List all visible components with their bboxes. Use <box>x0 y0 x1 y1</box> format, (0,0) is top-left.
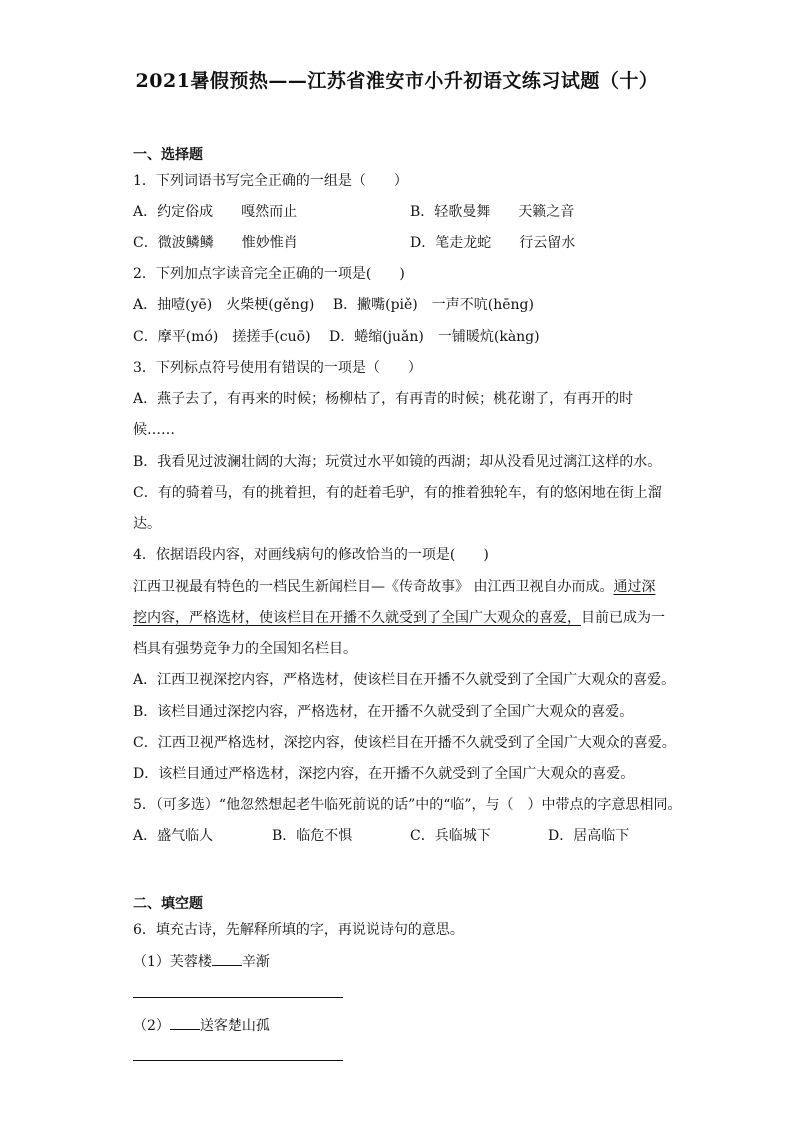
page-title: 2021暑假预热——江苏省淮安市小升初语文练习试题（十） <box>135 70 659 92</box>
q6-part2-answer-line[interactable] <box>133 1060 343 1061</box>
q4-underlined-sentence: 通过深 <box>613 579 656 595</box>
section-fill-heading: 二、填空题 <box>133 896 203 912</box>
q4-option-a: A．江西卫视深挖内容，严格选材，使该栏目在开播不久就受到了全国广大观众的喜爱。 <box>133 672 676 688</box>
q4-stem: 4．依据语段内容，对画线病句的修改恰当的一项是( ) <box>133 547 489 563</box>
q6-stem: 6．填充古诗，先解释所填的字，再说说诗句的意思。 <box>133 922 464 938</box>
q4-passage-line1 <box>133 577 655 597</box>
q3-option-c-cont: 达。 <box>133 516 161 532</box>
q1-option-a: A．约定俗成 嘎然而止 <box>133 204 298 220</box>
q3-option-b: B．我看见过波澜壮阔的大海；玩赏过水平如镜的西湖；却从没看见过漓江这样的水。 <box>133 454 662 470</box>
q6-part1-answer-line[interactable] <box>133 997 343 998</box>
q5-option-a: A．盛气临人 <box>133 828 214 844</box>
q2-options-ab: A．抽噎(yē) 火柴梗(gěng) B．撇嘴(piě) 一声不吭(hēng) <box>133 297 534 313</box>
q6-part2-blank[interactable] <box>170 1015 200 1030</box>
q5-option-d: D．居高临下 <box>548 828 630 844</box>
q4-passage-line2 <box>133 608 665 628</box>
q4-option-b: B．该栏目通过深挖内容，严格选材，在开播不久就受到了全国广大观众的喜爱。 <box>133 704 634 720</box>
q6-part2-prefix: （2） <box>133 1018 170 1034</box>
q2-stem: 2．下列加点字读音完全正确的一项是( ) <box>133 266 405 282</box>
q6-part2 <box>133 1015 270 1036</box>
q1-option-b: B．轻歌曼舞 天籁之音 <box>410 204 575 220</box>
q4-passage-plain-cont: 目前已成为一 <box>581 610 665 626</box>
q1-option-c: C．微波鳞鳞 惟妙惟肖 <box>133 235 298 251</box>
q4-underlined-sentence-cont: 挖内容，严格选材，使该栏目在开播不久就受到了全国广大观众的喜爱， <box>133 610 581 626</box>
q6-part1 <box>133 951 270 972</box>
q3-option-a-cont: 候…… <box>133 422 175 438</box>
q6-part1-blank[interactable] <box>212 951 242 966</box>
q4-option-c: C．江西卫视严格选材，深挖内容，使该栏目在开播不久就受到了全国广大观众的喜爱。 <box>133 735 676 751</box>
q6-part2-suffix: 送客楚山孤 <box>199 1018 270 1034</box>
q1-stem: 1．下列词语书写完全正确的一组是（ ） <box>133 173 408 189</box>
q2-options-cd: C．摩平(mó) 搓搓手(cuō) D．蜷缩(juǎn) 一铺暖炕(kàng) <box>133 329 540 345</box>
q4-option-d: D．该栏目通过严格选材，深挖内容，在开播不久就受到了全国广大观众的喜爱。 <box>133 766 635 782</box>
q3-option-a: A．燕子去了，有再来的时候；杨柳枯了，有再青的时候；桃花谢了，有再开的时 <box>133 391 634 407</box>
q1-option-d: D．笔走龙蛇 行云留水 <box>410 235 576 251</box>
q3-stem: 3．下列标点符号使用有错误的一项是（ ） <box>133 360 422 376</box>
section-choice-heading: 一、选择题 <box>133 147 203 163</box>
q4-passage-plain: 江西卫视最有特色的一档民生新闻栏目—《传奇故事》 由江西卫视自办而成。 <box>133 579 614 595</box>
q5-option-c: C．兵临城下 <box>410 828 491 844</box>
q6-part1-prefix: （1）芙蓉楼 <box>133 954 212 970</box>
q3-option-c: C．有的骑着马，有的挑着担，有的赶着毛驴，有的推着独轮车，有的悠闲地在街上溜 <box>133 485 662 501</box>
q4-passage-line3: 档具有强势竞争力的全国知名栏目。 <box>133 641 357 657</box>
q5-stem: 5．（可多选）“他忽然想起老牛临死前说的话”中的“临”，与（ ）中带点的字意思相同。 <box>133 797 682 813</box>
q6-part1-suffix: 辛渐 <box>241 954 270 970</box>
q5-option-b: B．临危不惧 <box>272 828 353 844</box>
